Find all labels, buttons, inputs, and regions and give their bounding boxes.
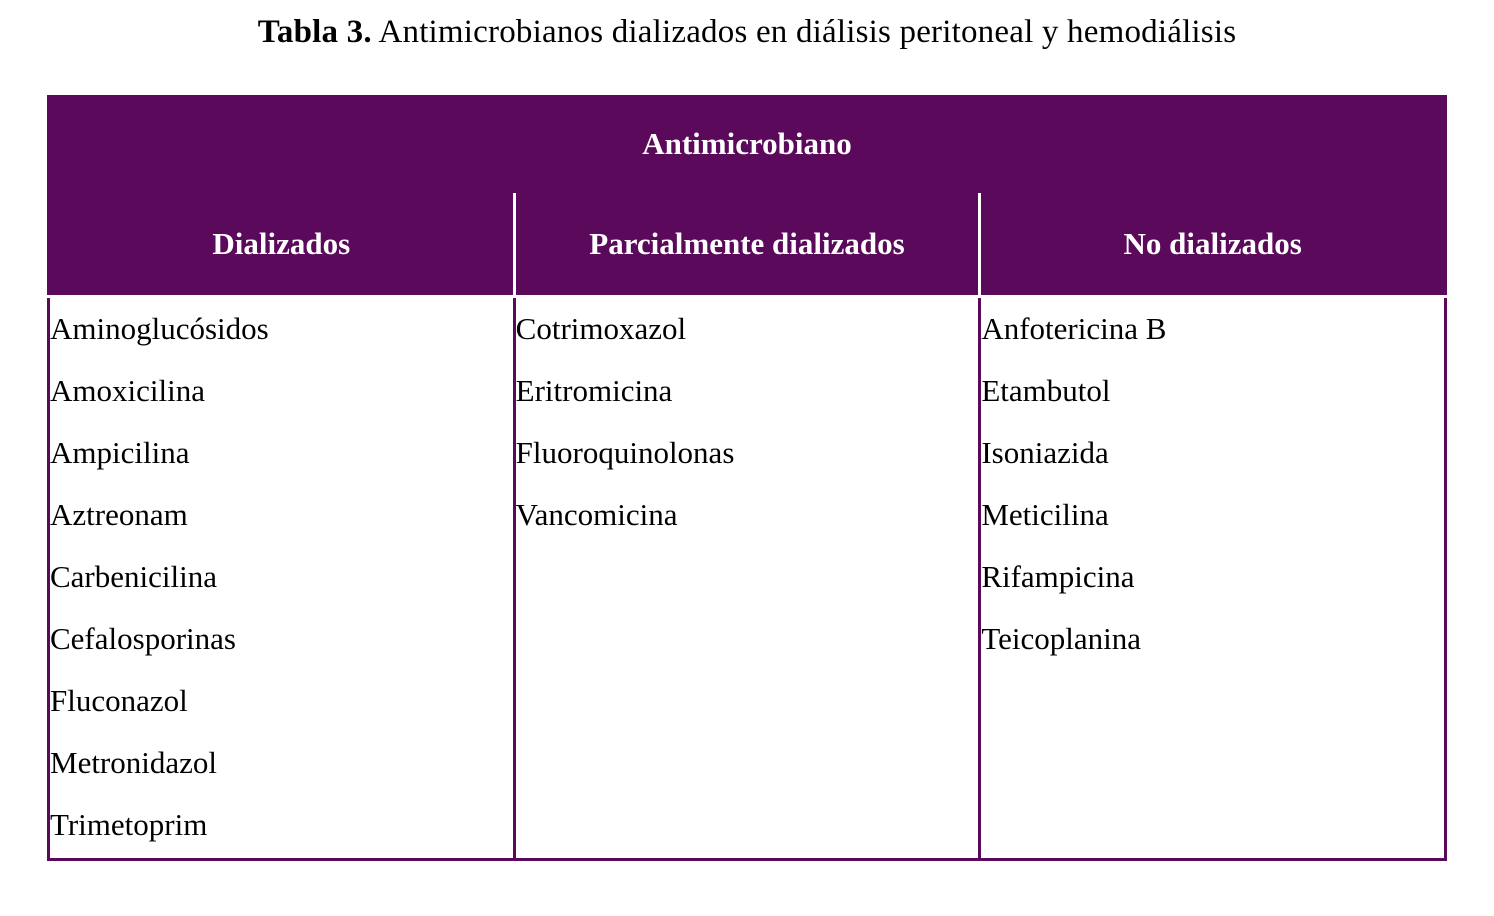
column-header-no-dializados: No dializados bbox=[980, 192, 1446, 297]
cell-no-dializados bbox=[980, 297, 1446, 860]
list-item: Trimetoprim bbox=[50, 807, 208, 842]
table-container bbox=[47, 95, 1447, 861]
list-item: Ampicilina bbox=[50, 435, 190, 470]
table-header-antimicrobiano: Antimicrobiano bbox=[49, 97, 1446, 192]
list-item: Rifampicina bbox=[981, 559, 1135, 594]
table-caption bbox=[0, 12, 1494, 52]
list-item: Etambutol bbox=[981, 373, 1111, 408]
table-caption-label: Tabla 3. bbox=[257, 14, 372, 50]
column-header-dializados: Dializados bbox=[49, 192, 515, 297]
table-head-row-sub bbox=[49, 192, 1446, 297]
list-item: Carbenicilina bbox=[50, 559, 217, 594]
list-dializados bbox=[50, 298, 513, 856]
table-row bbox=[49, 297, 1446, 860]
list-item: Fluoroquinolonas bbox=[515, 435, 735, 470]
table-body bbox=[49, 297, 1446, 860]
table-head bbox=[49, 97, 1446, 297]
list-item: Eritromicina bbox=[515, 373, 673, 408]
cell-parcialmente-dializados bbox=[514, 297, 980, 860]
list-item: Vancomicina bbox=[515, 497, 678, 532]
list-item: Teicoplanina bbox=[981, 621, 1141, 656]
table-caption-text: Antimicrobianos dializados en diálisis peritoneal y hemodiálisis bbox=[371, 14, 1237, 50]
list-item: Isoniazida bbox=[981, 435, 1109, 470]
list-item: Aztreonam bbox=[50, 497, 188, 532]
list-item: Metronidazol bbox=[50, 745, 218, 780]
cell-dializados bbox=[49, 297, 515, 860]
list-item: Amoxicilina bbox=[50, 373, 205, 408]
list-item: Aminoglucósidos bbox=[50, 311, 269, 346]
column-header-parcialmente-dializados: Parcialmente dializados bbox=[514, 192, 980, 297]
table-head-row-top bbox=[49, 97, 1446, 192]
list-parcialmente-dializados bbox=[516, 298, 979, 546]
antimicrobials-table bbox=[47, 95, 1447, 861]
list-no-dializados bbox=[981, 298, 1444, 670]
list-item: Meticilina bbox=[981, 497, 1109, 532]
list-item: Anfotericina B bbox=[981, 311, 1167, 346]
list-item: Cefalosporinas bbox=[50, 621, 236, 656]
list-item: Fluconazol bbox=[50, 683, 188, 718]
list-item: Cotrimoxazol bbox=[515, 311, 687, 346]
